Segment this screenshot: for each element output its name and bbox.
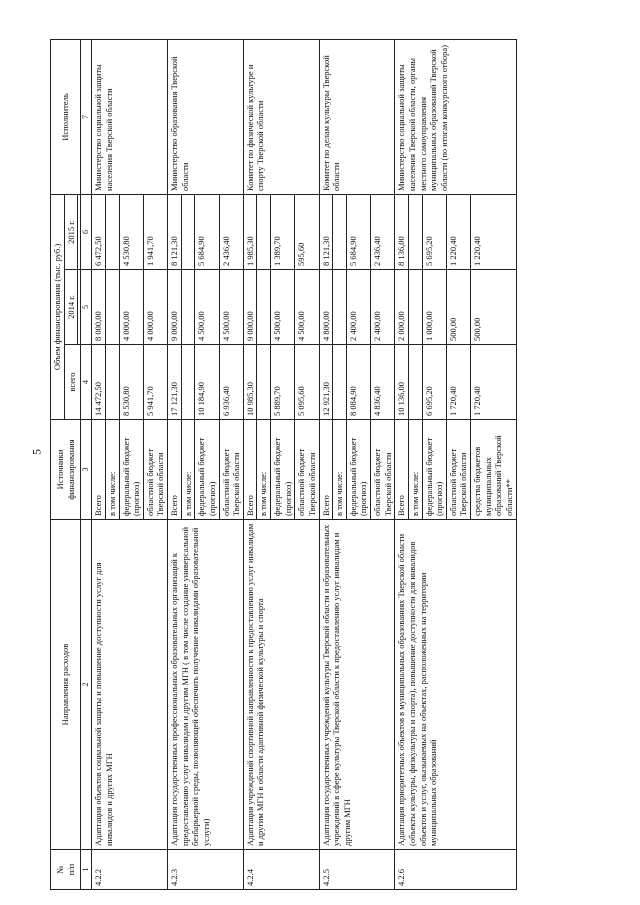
amount-total	[333, 345, 347, 420]
table-row	[395, 39, 409, 889]
amount-2015	[333, 194, 347, 269]
funding-source: областной бюджет Тверской области	[143, 420, 167, 520]
funding-source: Всего	[319, 420, 333, 520]
table-row	[168, 39, 182, 889]
page-number-text: 5	[29, 449, 44, 455]
header-sources: Источники финансирования	[51, 420, 81, 520]
amount-total	[257, 345, 271, 420]
funding-source: федеральный бюджет (прогноз)	[195, 420, 219, 520]
funding-source: областной бюджет Тверской области	[295, 420, 319, 520]
amount-2014	[333, 270, 347, 345]
amount-total: 1 720,40	[446, 345, 470, 420]
amount-2015: 5 684,90	[195, 194, 219, 269]
row-number: 4.2.4	[243, 850, 319, 890]
amount-2014: 2 400,00	[371, 270, 395, 345]
amount-total: 14 472,50	[92, 345, 106, 420]
amount-2014: 4 500,00	[295, 270, 319, 345]
amount-2015	[257, 194, 271, 269]
amount-total: 6 936,40	[219, 345, 243, 420]
amount-2014: 2 400,00	[346, 270, 370, 345]
amount-2015: 8 121,30	[168, 194, 182, 269]
amount-2014: 4 800,00	[319, 270, 333, 345]
amount-2015: 1 389,70	[271, 194, 295, 269]
amount-total: 10 136,00	[395, 345, 409, 420]
amount-total	[181, 345, 195, 420]
table-row	[243, 39, 257, 889]
funding-source: в том числе:	[408, 420, 422, 520]
amount-2015: 1 985,30	[243, 194, 257, 269]
funding-source: Всего	[395, 420, 409, 520]
executor: Комитет по физической культуре и спорту Тверской области	[243, 39, 319, 194]
row-number: 4.2.6	[395, 850, 516, 890]
amount-2014: 9 000,00	[168, 270, 182, 345]
header-volume: Объем финансирования (тыс. руб.)	[51, 194, 65, 419]
executor: Министерство социальной защиты населения Тверской области	[92, 39, 168, 194]
amount-2014: 4 000,00	[119, 270, 143, 345]
funding-source: федеральный бюджет (прогноз)	[346, 420, 370, 520]
header-total: всего	[64, 345, 81, 420]
funding-source: федеральный бюджет (прогноз)	[422, 420, 446, 520]
amount-2015	[181, 194, 195, 269]
amount-2014: 500,00	[446, 270, 470, 345]
amount-total: 5 941,70	[143, 345, 167, 420]
amount-2014: 9 000,00	[243, 270, 257, 345]
amount-2015	[408, 194, 422, 269]
amount-total: 1 720,40	[471, 345, 517, 420]
amount-total: 6 695,20	[422, 345, 446, 420]
col-number: 2	[81, 520, 92, 850]
amount-2015: 5 684,90	[346, 194, 370, 269]
funding-source: областной бюджет Тверской области	[219, 420, 243, 520]
amount-total: 5 889,70	[271, 345, 295, 420]
row-number: 4.2.5	[319, 850, 395, 890]
header-direction: Направления расходов	[51, 520, 81, 850]
funding-source: средства бюджетов муниципальных образований Тверской области**	[471, 420, 517, 520]
amount-2014: 4 500,00	[195, 270, 219, 345]
funding-source: федеральный бюджет (прогноз)	[271, 420, 295, 520]
col-number: 1	[81, 850, 92, 890]
amount-2014: 1 000,00	[422, 270, 446, 345]
amount-2015: 595,60	[295, 194, 319, 269]
rotated-table-sheet	[50, 40, 630, 890]
amount-2015: 1 220,40	[471, 194, 517, 269]
col-number: 7	[81, 39, 92, 194]
expense-direction: Адаптация приоритетных объектов в муниципальных образованиях Тверской области (объекты культуры, физкультуры и спорта), повышение доступности для инвалидов объектов и услуг, оказываемых на объектах, расположенных на территории муниципальных образований	[395, 520, 516, 850]
amount-total	[408, 345, 422, 420]
table-row	[92, 39, 106, 889]
amount-total: 5 095,60	[295, 345, 319, 420]
column-numbers-row	[81, 39, 92, 889]
row-number: 4.2.2	[92, 850, 168, 890]
funding-source: Всего	[92, 420, 106, 520]
amount-2015: 2 436,40	[371, 194, 395, 269]
expense-direction: Адаптация государственных учреждений культуры Тверской области и образовательных учреждений в сфере культуры Тверской области к предоставлению услуг инвалидам и другим МГН	[319, 520, 395, 850]
amount-2014: 4 000,00	[143, 270, 167, 345]
amount-total: 12 921,30	[319, 345, 333, 420]
header-executor: Исполнитель	[51, 39, 81, 194]
amount-2014	[181, 270, 195, 345]
amount-2014: 4 500,00	[271, 270, 295, 345]
col-number: 5	[81, 270, 92, 345]
funding-source: Всего	[168, 420, 182, 520]
amount-2015: 2 436,40	[219, 194, 243, 269]
amount-total: 17 121,30	[168, 345, 182, 420]
amount-total: 4 836,40	[371, 345, 395, 420]
header-row-1	[51, 39, 65, 889]
table-body	[92, 39, 516, 889]
funding-source: областной бюджет Тверской области	[446, 420, 470, 520]
funding-source: в том числе:	[181, 420, 195, 520]
col-number: 4	[81, 345, 92, 420]
amount-2015: 4 530,80	[119, 194, 143, 269]
amount-2014: 4 500,00	[219, 270, 243, 345]
expense-direction: Адаптация государственных профессиональных образовательных организаций к предоставлению услуг инвалидам и другим МГН ( в том числе создание универсальной безбарьерной среды, позволяющей обеспечить получение инвалидами образовательной услуги)	[168, 520, 244, 850]
amount-2015: 1 220,40	[446, 194, 470, 269]
amount-total: 10 184,90	[195, 345, 219, 420]
amount-total: 10 985,30	[243, 345, 257, 420]
col-number: 3	[81, 420, 92, 520]
header-2014: 2014 г.	[64, 270, 78, 345]
executor: Министерство социальной защиты населения Тверской области, органы местного самоуправления муниципальных образований Тверской области (по итогам конкурсного отбора)	[395, 39, 516, 194]
funding-source: в том числе:	[105, 420, 119, 520]
amount-2014: 8 000,00	[92, 270, 106, 345]
expenditure-table	[50, 39, 517, 890]
amount-2014	[105, 270, 119, 345]
amount-2015	[105, 194, 119, 269]
header-2015: 2015 г.	[64, 194, 78, 269]
amount-2015: 6 472,50	[92, 194, 106, 269]
header-num: № п/п	[51, 850, 81, 890]
amount-total	[105, 345, 119, 420]
page-number	[30, 437, 44, 467]
col-number: 6	[81, 194, 92, 269]
row-number: 4.2.3	[168, 850, 244, 890]
amount-2014	[257, 270, 271, 345]
funding-source: в том числе:	[333, 420, 347, 520]
executor: Министерство образования Тверской области	[168, 39, 244, 194]
amount-2015: 1 941,70	[143, 194, 167, 269]
funding-source: в том числе:	[257, 420, 271, 520]
funding-source: областной бюджет Тверской области	[371, 420, 395, 520]
amount-2014: 2 000,00	[395, 270, 409, 345]
amount-total: 8 530,80	[119, 345, 143, 420]
amount-2014: 500,00	[471, 270, 517, 345]
executor: Комитет по делам культуры Тверской области	[319, 39, 395, 194]
amount-2015: 5 695,20	[422, 194, 446, 269]
amount-2015: 8 136,00	[395, 194, 409, 269]
amount-2014	[408, 270, 422, 345]
funding-source: федеральный бюджет (прогноз)	[119, 420, 143, 520]
table-row	[319, 39, 333, 889]
amount-total: 8 084,90	[346, 345, 370, 420]
expense-direction: Адаптация объектов социальной защиты и повышение доступности услуг для инвалидов и других МГН	[92, 520, 168, 850]
funding-source: Всего	[243, 420, 257, 520]
amount-2015: 8 121,30	[319, 194, 333, 269]
expense-direction: Адаптация учреждений спортивной направленности к предоставлению услуг инвалидам и другим МГН в области адаптивной физической культуры и спорта	[243, 520, 319, 850]
